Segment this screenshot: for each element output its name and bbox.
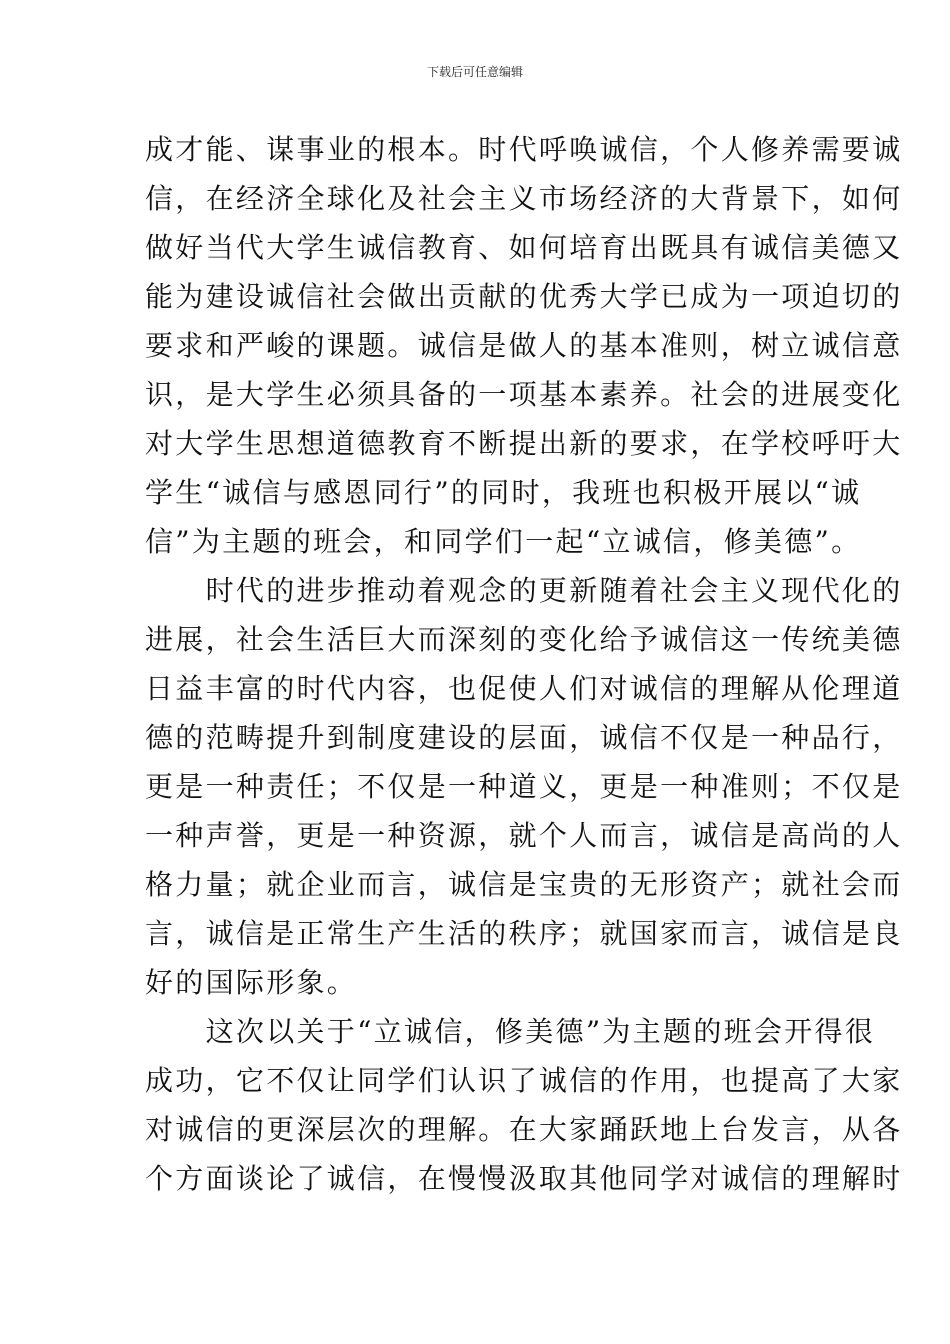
body-line-4: 能为建设诚信社会做出贡献的优秀大学已成为一项迫切的 <box>145 280 903 313</box>
body-line-1: 成才能、谋事业的根本。时代呼唤诚信，个人修养需要诚 <box>145 133 903 166</box>
body-line-17: 言，诚信是正常生产生活的秩序；就国家而言，诚信是良 <box>145 917 903 950</box>
body-line-8: 学生“诚信与感恩同行”的同时，我班也积极开展以“诚 <box>145 476 862 509</box>
body-line-19: 这次以关于“立诚信，修美德”为主题的班会开得很 <box>145 1015 876 1048</box>
body-line-15: 一种声誉，更是一种资源，就个人而言，诚信是高尚的人 <box>145 819 903 852</box>
body-line-22: 个方面谈论了诚信，在慢慢汲取其他同学对诚信的理解时 <box>145 1162 903 1195</box>
body-line-7: 对大学生思想道德教育不断提出新的要求，在学校呼吁大 <box>145 427 903 460</box>
body-line-21: 对诚信的更深层次的理解。在大家踊跃地上台发言，从各 <box>145 1113 903 1146</box>
body-line-14: 更是一种责任；不仅是一种道义，更是一种准则；不仅是 <box>145 770 903 803</box>
body-line-16: 格力量；就企业而言，诚信是宝贵的无形资产；就社会而 <box>145 868 903 901</box>
body-line-18: 好的国际形象。 <box>145 966 358 999</box>
body-line-6: 识，是大学生必须具备的一项基本素养。社会的进展变化 <box>145 378 903 411</box>
body-line-3: 做好当代大学生诚信教育、如何培育出既具有诚信美德又 <box>145 231 903 264</box>
body-line-9: 信”为主题的班会，和同学们一起“立诚信，修美德”。 <box>145 525 862 558</box>
body-line-5: 要求和严峻的课题。诚信是做人的基本准则，树立诚信意 <box>145 329 903 362</box>
body-line-20: 成功，它不仅让同学们认识了诚信的作用，也提高了大家 <box>145 1064 903 1097</box>
body-line-10: 时代的进步推动着观念的更新随着社会主义现代化的 <box>145 574 903 607</box>
body-line-2: 信，在经济全球化及社会主义市场经济的大背景下，如何 <box>145 182 903 215</box>
body-line-12: 日益丰富的时代内容，也促使人们对诚信的理解从伦理道 <box>145 672 903 705</box>
page-header: 下载后可任意编辑 <box>426 65 523 79</box>
body-line-13: 德的范畴提升到制度建设的层面，诚信不仅是一种品行， <box>145 721 903 754</box>
body-line-11: 进展，社会生活巨大而深刻的变化给予诚信这一传统美德 <box>145 623 903 656</box>
